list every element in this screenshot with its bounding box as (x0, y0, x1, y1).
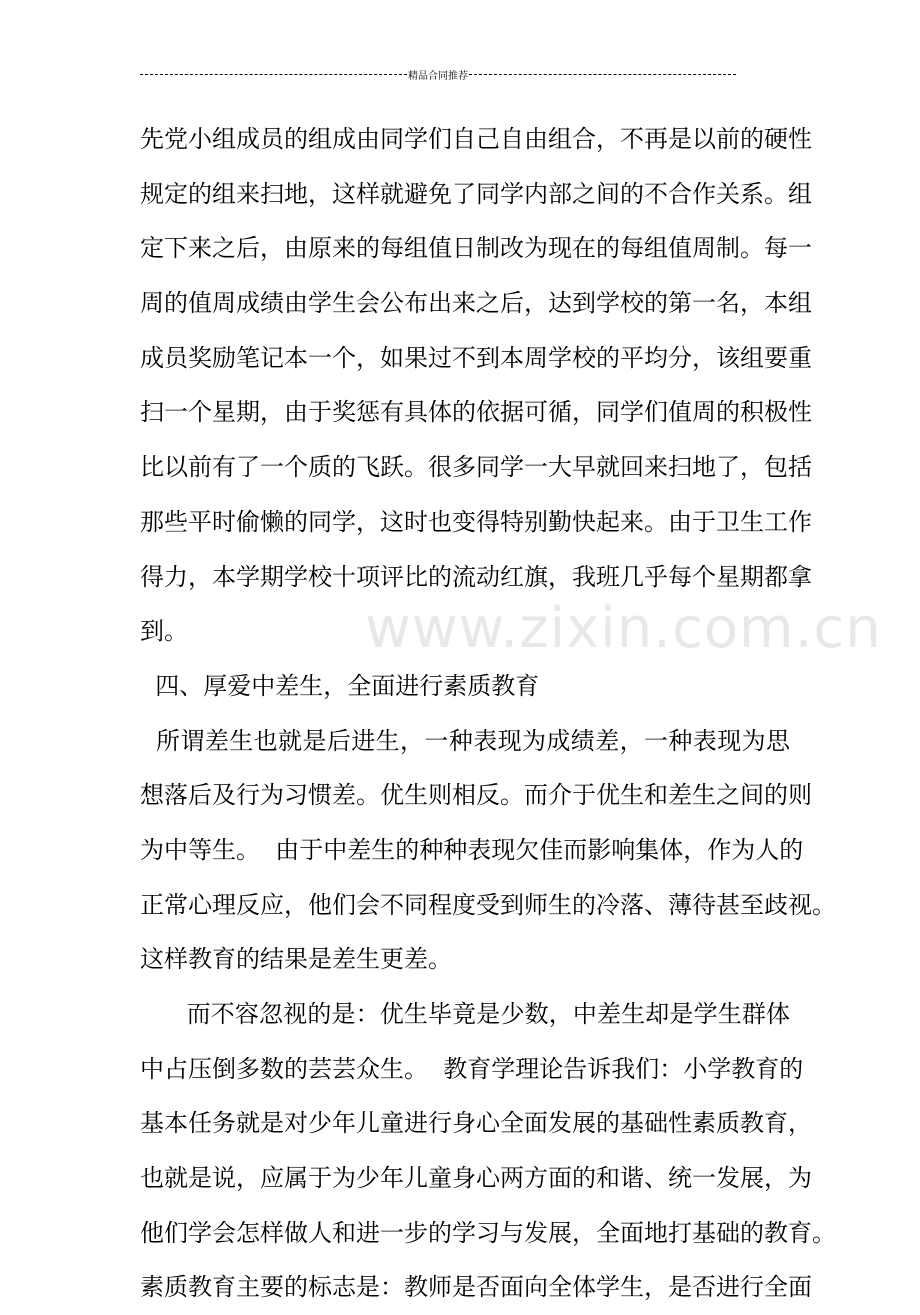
text-line: 他们学会怎样做人和进一步的学习与发展，全面地打基础的教育。 (140, 1218, 836, 1247)
header-rule-right (469, 74, 736, 75)
text-line: 而不容忽视的是：优生毕竟是少数，中差生却是学生群体 (140, 1000, 790, 1028)
text-line: 得力，本学期学校十项评比的流动红旗，我班几乎每个星期都拿 (140, 562, 812, 591)
text-line: 定下来之后，由原来的每组值日制改为现在的每组值周制。每一 (140, 234, 812, 263)
text-line: 所谓差生也就是后进生，一种表现为成绩差，一种表现为思 (140, 726, 790, 755)
body-text (140, 112, 836, 1315)
text-line: 想落后及行为习惯差。优生则相反。而介于优生和差生之间的则 (140, 781, 812, 810)
text-line: 到。 (140, 617, 188, 646)
text-line: 也就是说，应属于为少年儿童身心两方面的和谐、统一发展，为 (140, 1164, 812, 1193)
text-line: 正常心理反应，他们会不同程度受到师生的冷落、薄待甚至歧视。 (140, 890, 836, 919)
text-line: 素质教育主要的标志是：教师是否面向全体学生，是否进行全面 (140, 1273, 812, 1302)
text-line: 中占压倒多数的芸芸众生。 教育学理论告诉我们：小学教育的 (140, 1054, 804, 1083)
text-line: 这样教育的结果是差生更差。 (140, 945, 452, 974)
text-line: 规定的组来扫地，这样就避免了同学内部之间的不合作关系。组 (140, 179, 812, 208)
text-line: 先党小组成员的组成由同学们自己自由组合，不再是以前的硬性 (140, 125, 812, 153)
text-line: 周的值周成绩由学生会公布出来之后，达到学校的第一名，本组 (140, 289, 812, 318)
text-line: 基本任务就是对少年儿童进行身心全面发展的基础性素质教育， (140, 1109, 812, 1138)
text-line: 扫一个星期，由于奖惩有具体的依据可循，同学们值周的积极性 (140, 398, 812, 427)
text-line: 比以前有了一个质的飞跃。很多同学一大早就回来扫地了，包括 (140, 453, 812, 482)
text-line: 为中等生。 由于中差生的种种表现欠佳而影响集体，作为人的 (140, 835, 804, 864)
watermark: www.zixin.com.cn (365, 596, 882, 661)
text-line: 那些平时偷懒的同学，这时也变得特别勤快起来。由于卫生工作 (140, 507, 812, 536)
header-label: 精品合同推荐 (408, 70, 468, 82)
page-header (140, 66, 736, 82)
text-line: 成员奖励笔记本一个，如果过不到本周学校的平均分，该组要重 (140, 343, 812, 372)
header-rule-left (140, 74, 407, 75)
text-line: 四、厚爱中差生，全面进行素质教育 (140, 671, 540, 700)
